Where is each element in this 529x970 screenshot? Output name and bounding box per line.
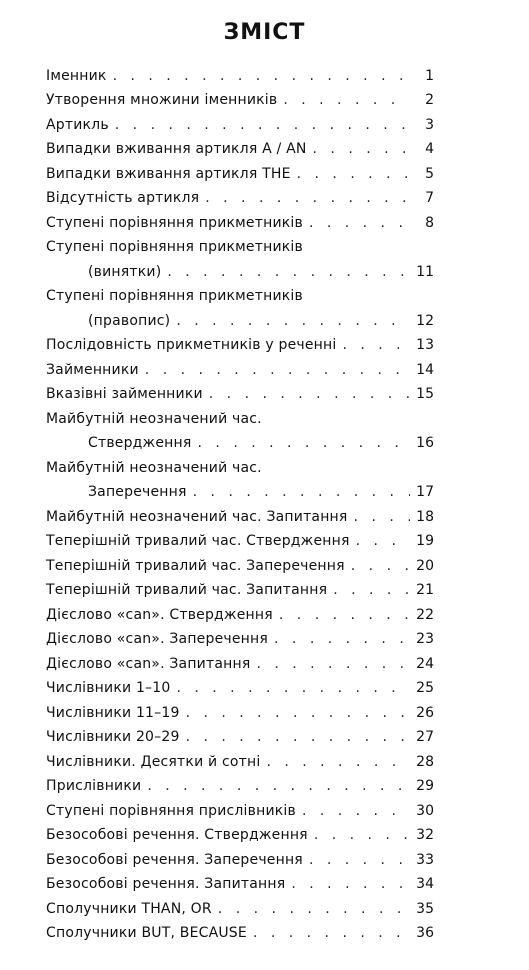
toc-entry-title: (правопис) <box>88 312 171 329</box>
toc-entry-page: 23 <box>416 631 434 647</box>
toc-entry-title: Заперечення <box>88 484 187 500</box>
leader-dots <box>256 655 410 673</box>
toc-entry-page: 32 <box>416 827 434 843</box>
toc-entry-page: 27 <box>416 729 434 745</box>
toc-entry <box>46 550 434 575</box>
toc-entry-title: Артикль <box>46 116 109 133</box>
leader-dots <box>115 116 410 134</box>
toc-entry-title: Ступені порівняння прикметників <box>46 239 303 255</box>
toc-entry-page: 25 <box>416 680 434 696</box>
leader-dots <box>113 67 410 85</box>
leader-dots <box>297 165 410 183</box>
toc-entry-title: Ступені порівняння прикметників <box>46 214 303 231</box>
toc-entry <box>46 697 434 722</box>
leader-dots <box>147 777 410 795</box>
toc-entry-title: Безособові речення. Ствердження <box>46 827 308 843</box>
toc-entry <box>46 918 434 943</box>
toc-entry-heading <box>46 281 434 306</box>
toc-entry <box>46 820 434 845</box>
toc-entry-title: Прислівники <box>46 778 142 794</box>
toc-entry <box>46 526 434 551</box>
leader-dots <box>314 826 410 844</box>
leader-dots <box>145 361 410 379</box>
leader-dots <box>342 336 410 354</box>
toc-entry-title: Вказівні займенники <box>46 386 203 402</box>
toc-entry <box>46 60 434 85</box>
toc-entry-heading <box>46 452 434 477</box>
toc-entry <box>46 330 434 355</box>
toc-entry-title: Майбутній неозначений час. <box>46 410 262 427</box>
toc-entry-page: 19 <box>416 533 434 549</box>
toc-entry <box>46 354 434 379</box>
leader-dots <box>176 679 410 697</box>
toc-entry <box>46 722 434 747</box>
leader-dots <box>302 802 410 820</box>
toc-entry-page: 5 <box>425 165 434 182</box>
leader-dots <box>279 606 410 624</box>
toc-entry <box>46 109 434 134</box>
leader-dots <box>198 434 410 452</box>
toc-entry-heading <box>46 403 434 428</box>
toc-entry-title: (винятки) <box>88 263 162 280</box>
toc-entry-page: 13 <box>416 337 434 353</box>
toc-entry-page: 34 <box>416 876 434 892</box>
leader-dots <box>186 728 410 746</box>
toc-entry-title: Займенники <box>46 361 139 378</box>
toc-entry-page: 3 <box>425 116 434 133</box>
leader-dots <box>167 263 410 281</box>
leader-dots <box>333 581 410 599</box>
toc-entry-title: Дієслово «can». Заперечення <box>46 631 269 647</box>
toc-entry-title: Безособові речення. Запитання <box>46 876 286 892</box>
toc-entry-title: Безособові речення. Заперечення <box>46 851 303 868</box>
toc-entry-title: Теперішній тривалий час. Заперечення <box>46 557 345 574</box>
leader-dots <box>193 483 410 501</box>
toc-entry-page: 1 <box>425 67 434 84</box>
toc-entry <box>46 869 434 894</box>
toc-entry-page: 4 <box>425 141 434 157</box>
toc-entry-title: Утворення множини іменників <box>46 92 278 108</box>
toc-entry <box>46 305 434 330</box>
toc-entry <box>46 428 434 453</box>
page-title: ЗМІСТ <box>223 20 306 45</box>
leader-dots <box>309 851 410 869</box>
leader-dots <box>253 924 410 942</box>
leader-dots <box>266 753 410 771</box>
toc-entry-title: Сполучники THAN, OR <box>46 900 212 917</box>
toc-entry-page: 35 <box>416 900 434 917</box>
toc-entry-page: 17 <box>416 484 434 500</box>
toc-entry-title: Числівники 1–10 <box>46 680 171 696</box>
toc-entry <box>46 134 434 159</box>
leader-dots <box>313 140 410 158</box>
toc-entry-title: Теперішній тривалий час. Запитання <box>46 582 328 598</box>
toc-entry-page: 29 <box>416 778 434 794</box>
toc-entry-title: Теперішній тривалий час. Ствердження <box>46 533 350 549</box>
toc-entry <box>46 624 434 649</box>
toc-entry-title: Числівники 11–19 <box>46 704 180 721</box>
toc-entry <box>46 183 434 208</box>
toc-entry-page: 2 <box>425 92 434 108</box>
leader-dots <box>283 91 410 109</box>
toc-entry-title: Сполучники BUT, BECAUSE <box>46 925 247 941</box>
toc-entry-title: Іменник <box>46 67 107 84</box>
toc-entry-title: Дієслово «can». Запитання <box>46 655 251 672</box>
toc-entry-title: Числівники 20–29 <box>46 729 180 745</box>
toc-entry-title: Відсутність артикля <box>46 190 200 206</box>
toc-entry <box>46 501 434 526</box>
toc-entry-page: 16 <box>416 435 434 451</box>
toc-entry-page: 22 <box>416 606 434 623</box>
toc-entry-page: 26 <box>416 704 434 721</box>
toc-entry-page: 14 <box>416 361 434 378</box>
toc-entry-page: 15 <box>416 386 434 402</box>
toc-entry <box>46 379 434 404</box>
leader-dots <box>176 312 410 330</box>
toc-entry-page: 20 <box>416 557 434 574</box>
toc-entry-page: 12 <box>416 312 434 329</box>
toc-entry-page: 11 <box>416 263 434 280</box>
toc-entry-heading <box>46 232 434 257</box>
toc-entry-page: 28 <box>416 753 434 770</box>
toc-entry <box>46 477 434 502</box>
toc-entry-page: 8 <box>425 214 434 231</box>
toc-entry-title: Ступені порівняння прислівників <box>46 802 296 819</box>
toc-entry <box>46 893 434 918</box>
leader-dots <box>291 875 410 893</box>
toc-entry-page: 21 <box>416 582 434 598</box>
toc-entry-title: Випадки вживання артикля A / AN <box>46 141 307 157</box>
toc-entry <box>46 256 434 281</box>
toc-entry <box>46 648 434 673</box>
toc-entry <box>46 771 434 796</box>
toc-entry <box>46 207 434 232</box>
toc-entry-title: Ствердження <box>88 435 192 451</box>
toc-entry-title: Дієслово «can». Ствердження <box>46 606 273 623</box>
toc-entry-title: Ступені порівняння прикметників <box>46 288 303 304</box>
toc-entry-page: 24 <box>416 655 434 672</box>
leader-dots <box>309 214 410 232</box>
toc-entry-page: 7 <box>425 190 434 206</box>
toc-entry-page: 36 <box>416 925 434 941</box>
toc-entry <box>46 575 434 600</box>
toc-entry <box>46 795 434 820</box>
toc-entry <box>46 673 434 698</box>
leader-dots <box>351 557 410 575</box>
toc-entry <box>46 85 434 110</box>
leader-dots <box>354 508 410 526</box>
toc-entry-title: Майбутній неозначений час. <box>46 459 262 476</box>
toc-entry-page: 18 <box>416 508 434 525</box>
toc-entry-title: Послідовність прикметників у реченні <box>46 337 337 353</box>
table-of-contents <box>46 60 434 942</box>
toc-entry-page: 30 <box>416 802 434 819</box>
toc-entry <box>46 844 434 869</box>
toc-entry-title: Майбутній неозначений час. Запитання <box>46 508 348 525</box>
leader-dots <box>218 900 410 918</box>
toc-entry-title: Числівники. Десятки й сотні <box>46 753 261 770</box>
leader-dots <box>186 704 410 722</box>
leader-dots <box>356 532 410 550</box>
toc-entry <box>46 746 434 771</box>
leader-dots <box>274 630 410 648</box>
toc-entry <box>46 599 434 624</box>
leader-dots <box>209 385 410 403</box>
leader-dots <box>205 189 410 207</box>
toc-entry <box>46 158 434 183</box>
toc-entry-title: Випадки вживання артикля THE <box>46 165 291 182</box>
toc-entry-page: 33 <box>416 851 434 868</box>
